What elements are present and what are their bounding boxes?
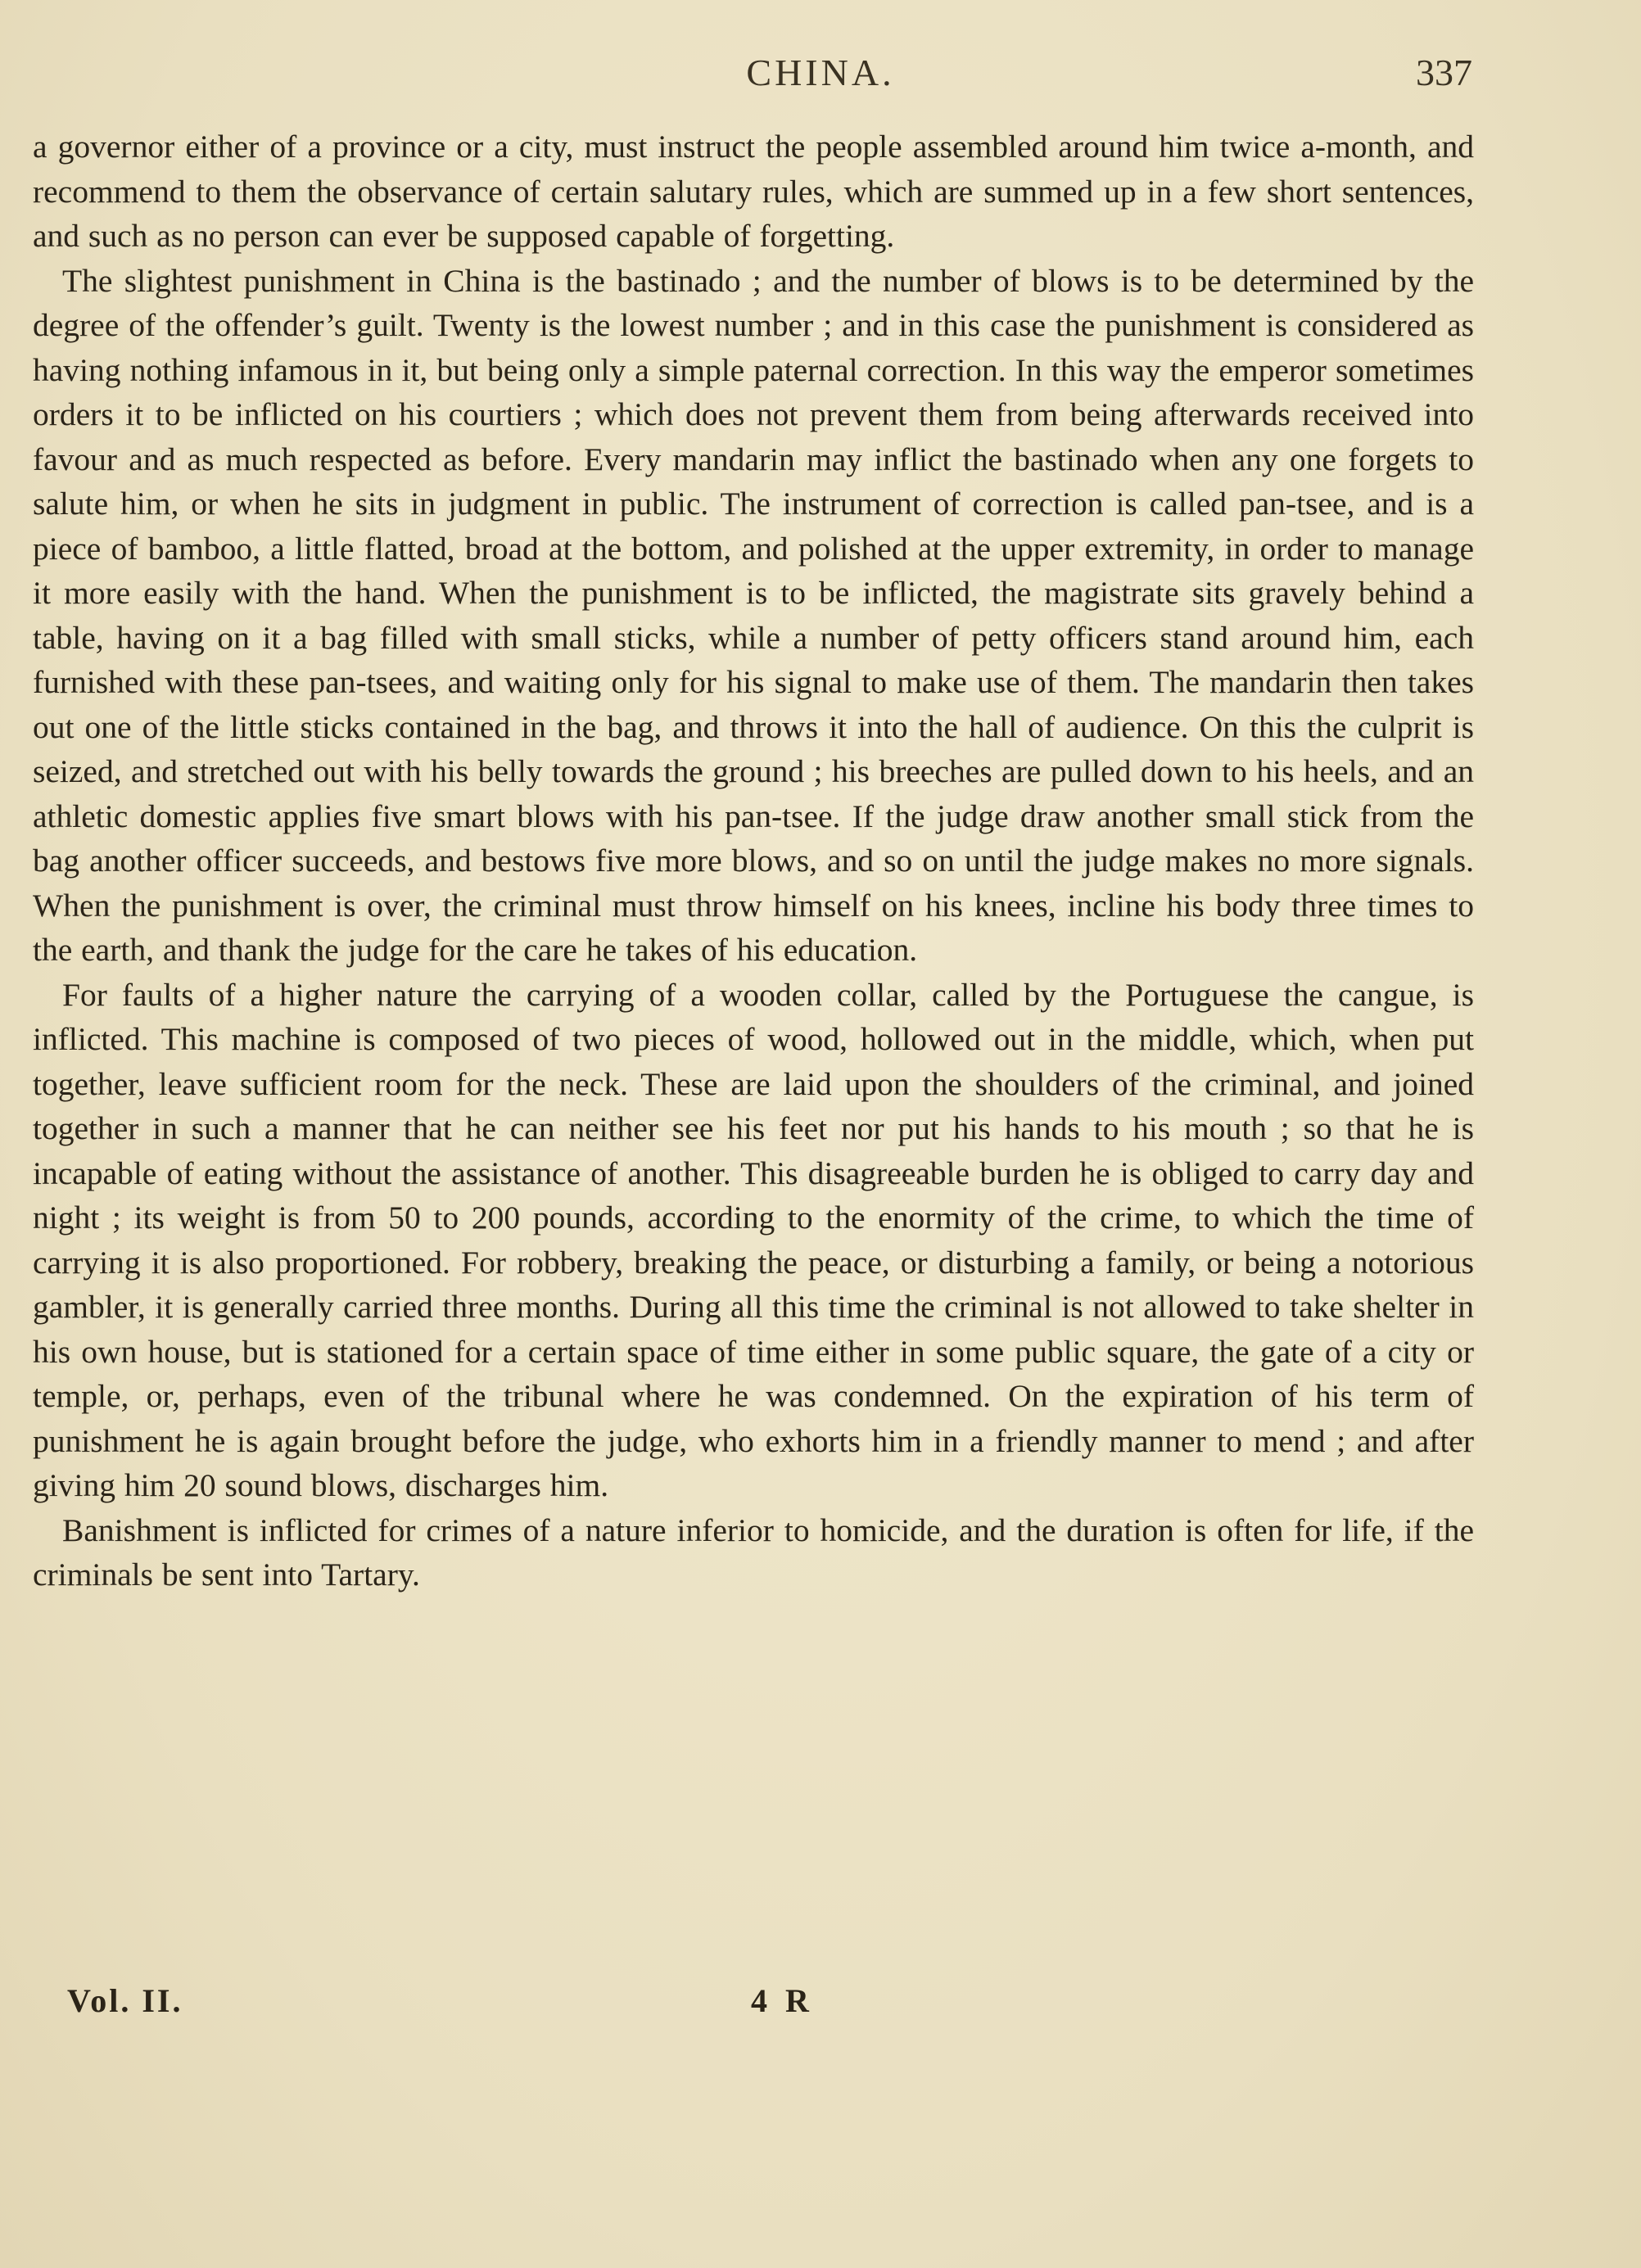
body-text: [33, 124, 1474, 1597]
running-head: [0, 51, 1641, 108]
volume-mark: Vol. II.: [67, 1982, 183, 2019]
paragraph: For faults of a higher nature the carrying of a wooden collar, called by the Portuguese the cangue, is inflicted. This machine is composed of two pieces of wood, hollowed out in the middle, which, when put together, leave sufficient room for the neck. These are laid upon the shoulders of the criminal, and joined together in such a manner that he can neither see his feet nor put his hands to his mouth ; so that he is incapable of eating without the assistance of another. This disagreeable burden he is obliged to carry day and night ; its weight is from 50 to 200 pounds, according to the enormity of the crime, to which the time of carrying it is also proportioned. For robbery, breaking the peace, or disturbing a family, or being a notorious gambler, it is generally carried three months. During all this time the criminal is not allowed to take shelter in his own house, but is stationed for a certain space of time either in some public square, the gate of a city or temple, or, perhaps, even of the tribunal where he was condemned. On the expiration of his term of punishment he is again brought before the judge, who exhorts him in a friendly manner to mend ; and after giving him 20 sound blows, discharges him.: [33, 976, 1474, 1503]
page-footer: [67, 1981, 1508, 2031]
signature-mark: 4 R: [751, 1982, 814, 2019]
running-title: CHINA.: [746, 52, 895, 93]
paragraph: a governor either of a province or a city, must instruct the people assembled around him twice a-month, and recommend to them the observance of certain salutary rules, which are summed up in a few short sentences, and such as no person can ever be supposed capable of forgetting.: [33, 129, 1474, 254]
paragraph: Banishment is inflicted for crimes of a nature inferior to homicide, and the duration is often for life, if the criminals be sent into Tartary.: [33, 1511, 1474, 1593]
paragraph: The slightest punishment in China is the bastinado ; and the number of blows is to be determined by the degree of the offender’s guilt. Twenty is the lowest number ; and in this case the punishment is considered as having nothing infamous in it, but being only a simple paternal correction. In this way the emperor sometimes orders it to be inflicted on his courtiers ; which does not prevent them from being afterwards received into favour and as much respected as before. Every mandarin may inflict the bastinado when any one forgets to salute him, or when he sits in judgment in public. The instrument of correction is called pan-tsee, and is a piece of bamboo, a little flatted, broad at the bottom, and polished at the upper extremity, in order to manage it more easily with the hand. When the punishment is to be inflicted, the magistrate sits gravely behind a table, having on it a bag filled with small sticks, while a number of petty officers stand around him, each furnished with these pan-tsees, and waiting only for his signal to make use of them. The mandarin then takes out one of the little sticks contained in the bag, and throws it into the hall of audience. On this the culprit is seized, and stretched out with his belly towards the ground ; his breeches are pulled down to his heels, and an athletic domestic applies five smart blows with his pan-tsee. If the judge draw another small stick from the bag another officer succeeds, and bestows five more blows, and so on until the judge makes no more signals. When the punishment is over, the criminal must throw himself on his knees, incline his body three times to the earth, and thank the judge for the care he takes of his education.: [33, 262, 1474, 968]
page-number: 337: [1416, 52, 1472, 93]
